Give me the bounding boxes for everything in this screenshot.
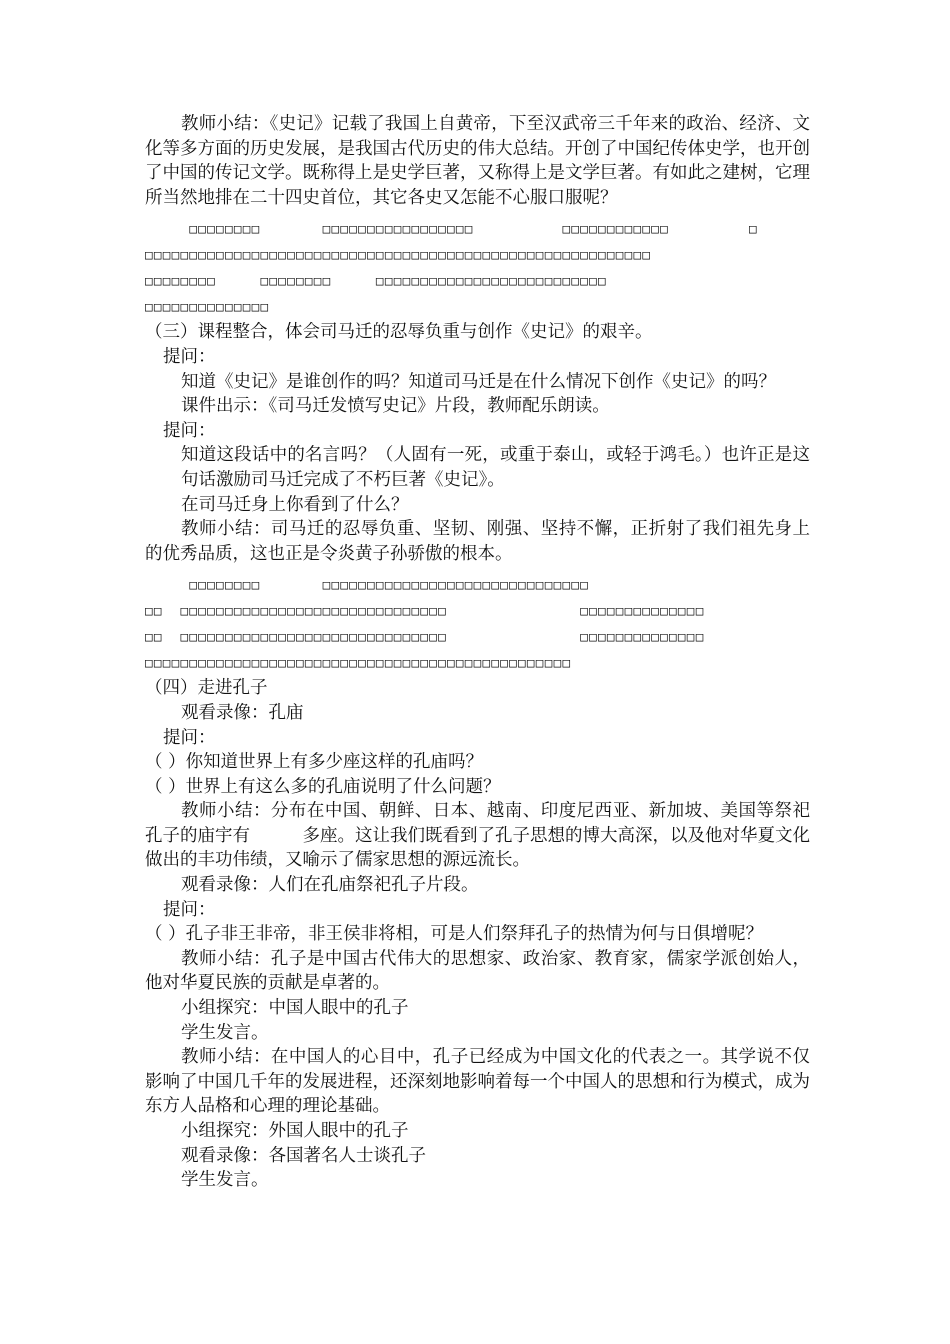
- paragraph: （四）走进孔子: [145, 678, 268, 699]
- paragraph: 教师小结：分布在中国、朝鲜、日本、越南、印度尼西亚、新加坡、美国等祭祀孔子的庙宇有 多座。这让我们既看到了孔子思想的博大高深，以及他对华夏文化做出的丰功伟绩，又喻示了儒家思想的源远流长。: [145, 801, 810, 871]
- paragraph: 小组探究：外国人眼中的孔子: [181, 1121, 409, 1141]
- paragraph: 观看录像：各国著名人士谈孔子: [181, 1145, 426, 1166]
- paragraph: 课件出示：《司马迁发愤写史记》片段，教师配乐朗读。: [181, 396, 610, 417]
- paragraph: 教师小结：司马迁的忍辱负重、坚韧、刚强、坚持不懈，正折射了我们祖先身上的优秀品质，这也正是令炎黄子孙骄傲的根本。: [145, 519, 810, 564]
- paragraph: （ ）世界上有这么多的孔庙说明了什么问题？: [145, 776, 501, 797]
- unrendered-text-line: □□□□□□□□ □□□□□□□□□□□□□□□□□□□□□□□□□□□□□□: [145, 577, 590, 593]
- unrendered-text-line: □□ □□□□□□□□□□□□□□□□□□□□□□□□□□□□□□ □□□□□□□□□□□□□□: [145, 629, 705, 645]
- paragraph: 提问：: [163, 346, 216, 367]
- unrendered-text-line: □□ □□□□□□□□□□□□□□□□□□□□□□□□□□□□□□ □□□□□□□□□□□□□□: [145, 603, 705, 619]
- paragraph: 教师小结：在中国人的心目中，孔子已经成为中国文化的代表之一。其学说不仅影响了中国几千年的发展进程，还深刻地影响着每一个中国人的思想和行为模式，成为东方人品格和心理的理论基础。: [145, 1047, 810, 1117]
- document-page: [145, 112, 810, 1193]
- paragraph: （三）课程整合，体会司马迁的忍辱负重与创作《史记》的艰辛。: [145, 322, 653, 343]
- paragraph: 提问：: [163, 420, 216, 441]
- paragraph: 知道这段话中的名言吗？（人固有一死，或重于泰山，或轻于鸿毛。）也许正是这句话激励司马迁完成了不朽巨著《史记》。: [181, 445, 810, 490]
- paragraph: 观看录像：人们在孔庙祭祀孔子片段。: [181, 875, 479, 896]
- paragraph: 教师小结：孔子是中国古代伟大的思想家、政治家、教育家，儒家学派创始人，他对华夏民族的贡献是卓著的。: [145, 948, 810, 994]
- paragraph: 小组探究：中国人眼中的孔子: [181, 998, 409, 1019]
- paragraph: 提问：: [163, 727, 216, 748]
- paragraph: （ ）孔子非王非帝，非王侯非将相，可是人们祭拜孔子的热情为何与日俱增呢？: [145, 924, 764, 945]
- paragraph: 提问：: [163, 899, 216, 920]
- paragraph: 学生发言。: [181, 1170, 269, 1191]
- unrendered-text-line: □□□□□□□□□□□□□□□□□□□□□□□□□□□□□□□□□□□□□□□□□□□□□□□□: [145, 655, 572, 671]
- paragraph: 学生发言。: [181, 1022, 269, 1043]
- paragraph: 在司马迁身上你看到了什么？: [181, 494, 409, 515]
- unrendered-text-line: □□□□□□□□□□□□□□□□□□□□□□□□□□□□□□□□□□□□□□□□□□□□□□□□□□□□□□□□□: [145, 247, 652, 263]
- paragraph: 知道《史记》是谁创作的吗？知道司马迁是在什么情况下创作《史记》的吗？: [181, 371, 776, 392]
- paragraph: （ ）你知道世界上有多少座这样的孔庙吗？: [145, 752, 484, 773]
- unrendered-text-line: □□□□□□□□□□□□□□: [145, 299, 270, 315]
- paragraph: 教师小结：《史记》记载了我国上自黄帝，下至汉武帝三千年来的政治、经济、文化等多方面的历史发展，是我国古代历史的伟大总结。开创了中国纪传体史学，也开创了中国的传记文学。既称得上是史学巨著，又称得上是文学巨著。有如此之建树，它理所当然地排在二十四史首位，其它各史又怎能不心服口服呢？: [145, 114, 810, 208]
- unrendered-text-line: □□□□□□□□ □□□□□□□□□□□□□□□□□ □□□□□□□□□□□□ □: [145, 221, 758, 237]
- paragraph: 观看录像：孔庙: [181, 702, 304, 723]
- unrendered-text-line: □□□□□□□□ □□□□□□□□ □□□□□□□□□□□□□□□□□□□□□□□□□□: [145, 273, 607, 289]
